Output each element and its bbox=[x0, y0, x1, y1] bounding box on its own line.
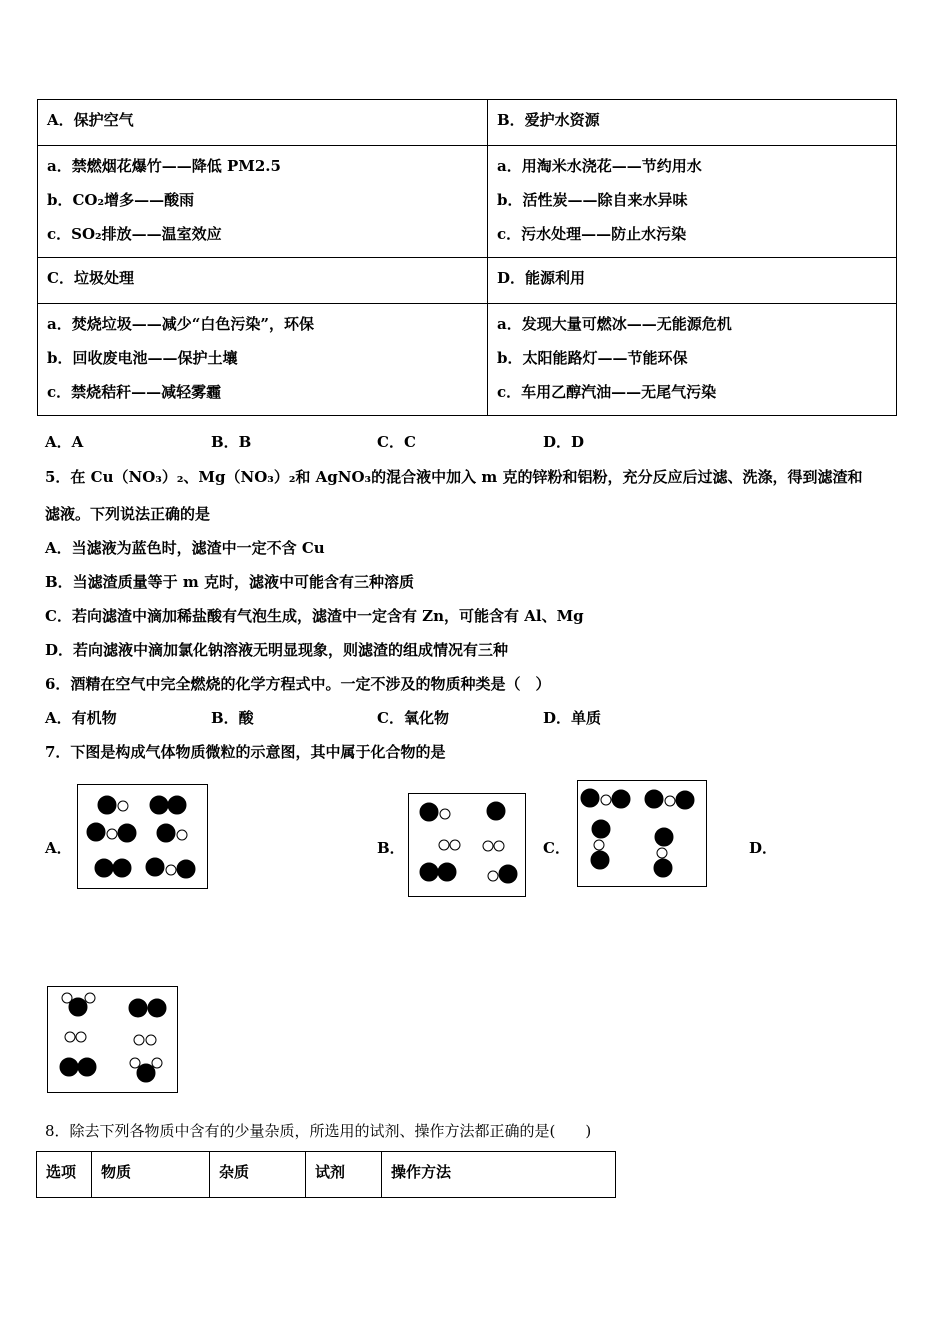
q4-b-item: c．污水处理——防止水污染 bbox=[497, 225, 687, 243]
q7-diagram-c[interactable] bbox=[577, 780, 707, 887]
q4-d-item: a．发现大量可燃冰——无能源危机 bbox=[497, 315, 732, 333]
q4-b-item: a．用淘米水浇花——节约用水 bbox=[497, 157, 702, 175]
q4-c-item: b．回收废电池——保护土壤 bbox=[47, 349, 238, 367]
molecule-diagram-c bbox=[578, 781, 706, 886]
q4-cell-d-header: D．能源利用 bbox=[488, 258, 897, 304]
q5-option-c[interactable]: C．若向滤渣中滴加稀盐酸有气泡生成，滤渣中一定含有 Zn，可能含有 Al、Mg bbox=[45, 607, 584, 625]
q4-table bbox=[37, 99, 897, 416]
q4-cell-b-items bbox=[488, 146, 897, 258]
molecule-diagram-a bbox=[78, 785, 207, 888]
q4-c-item: a．焚烧垃圾——减少“白色污染”，环保 bbox=[47, 315, 314, 333]
molecule-diagram-d bbox=[48, 987, 177, 1092]
q7-label-d[interactable]: D． bbox=[749, 839, 778, 857]
q4-c-item: c．禁烧秸秆——减轻雾霾 bbox=[47, 383, 222, 401]
q4-a-item: a．禁燃烟花爆竹——降低 PM2.5 bbox=[47, 157, 281, 175]
q4-b-item: b．活性炭——除自来水异味 bbox=[497, 191, 688, 209]
q7-diagram-a[interactable] bbox=[77, 784, 208, 889]
q5-stem-line1: 5．在 Cu（NO₃）₂、Mg（NO₃）₂和 AgNO₃的混合液中加入 m 克的锌粉和铝粉，充分反应后过滤、洗涤，得到滤渣和 bbox=[45, 468, 863, 486]
q4-a-item: b．CO₂增多——酸雨 bbox=[47, 191, 195, 209]
q6-option-b[interactable]: B．酸 bbox=[211, 709, 254, 727]
q5-stem-line2: 滤液。下列说法正确的是 bbox=[45, 505, 211, 523]
q7-stem: 7．下图是构成气体物质微粒的示意图，其中属于化合物的是 bbox=[45, 743, 446, 761]
q6-option-d[interactable]: D．单质 bbox=[543, 709, 602, 727]
q4-cell-a-items bbox=[38, 146, 488, 258]
q6-option-a[interactable]: A．有机物 bbox=[45, 709, 117, 727]
molecule-diagram-b bbox=[409, 794, 525, 896]
q4-cell-c-header: C．垃圾处理 bbox=[38, 258, 488, 304]
q4-d-item: c．车用乙醇汽油——无尾气污染 bbox=[497, 383, 717, 401]
q7-diagram-b[interactable] bbox=[408, 793, 526, 897]
q7-label-b[interactable]: B． bbox=[377, 839, 405, 857]
q8-header-substance: 物质 bbox=[92, 1152, 210, 1198]
q6-option-c[interactable]: C．氧化物 bbox=[377, 709, 449, 727]
q7-label-c[interactable]: C． bbox=[543, 839, 570, 857]
q5-option-d[interactable]: D．若向滤液中滴加氯化钠溶液无明显现象，则滤渣的组成情况有三种 bbox=[45, 641, 509, 659]
q4-cell-b-header: B．爱护水资源 bbox=[488, 100, 897, 146]
q8-table bbox=[36, 1151, 616, 1198]
q4-cell-c-items bbox=[38, 304, 488, 416]
q8-stem: 8．除去下列各物质中含有的少量杂质，所选用的试剂、操作方法都正确的是( ) bbox=[45, 1122, 592, 1140]
q6-stem: 6．酒精在空气中完全燃烧的化学方程式中。一定不涉及的物质种类是（ ） bbox=[45, 675, 551, 693]
q5-option-a[interactable]: A．当滤液为蓝色时，滤渣中一定不含 Cu bbox=[45, 539, 325, 557]
q7-label-a[interactable]: A． bbox=[45, 839, 72, 857]
q8-header-reagent: 试剂 bbox=[306, 1152, 382, 1198]
q8-header-impurity: 杂质 bbox=[210, 1152, 306, 1198]
q4-option-b[interactable]: B．B bbox=[211, 433, 252, 451]
q5-option-b[interactable]: B．当滤渣质量等于 m 克时，滤液中可能含有三种溶质 bbox=[45, 573, 414, 591]
q4-cell-d-items bbox=[488, 304, 897, 416]
q8-header-option: 选项 bbox=[37, 1152, 92, 1198]
q4-option-d[interactable]: D．D bbox=[543, 433, 585, 451]
q4-cell-a-header: A．保护空气 bbox=[38, 100, 488, 146]
q8-header-method: 操作方法 bbox=[382, 1152, 616, 1198]
q4-option-c[interactable]: C．C bbox=[377, 433, 416, 451]
q4-option-a[interactable]: A．A bbox=[45, 433, 84, 451]
q4-a-item: c．SO₂排放——温室效应 bbox=[47, 225, 222, 243]
q7-diagram-d[interactable] bbox=[47, 986, 178, 1093]
q4-d-item: b．太阳能路灯——节能环保 bbox=[497, 349, 688, 367]
